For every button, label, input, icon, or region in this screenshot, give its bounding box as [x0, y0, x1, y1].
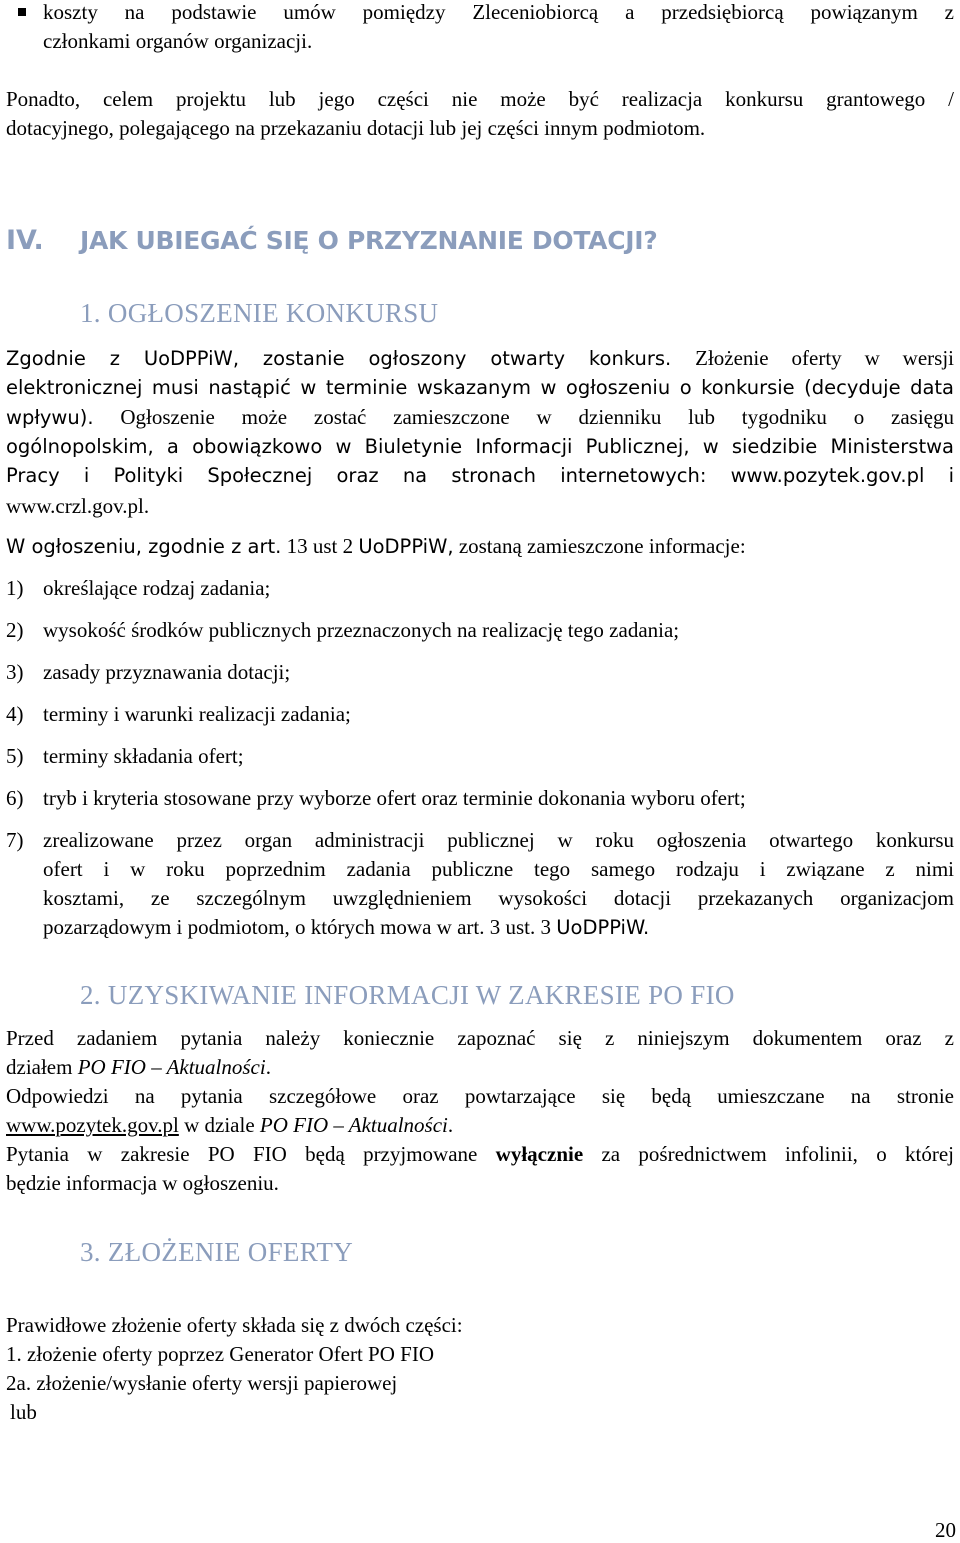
bullet-text-line1: koszty na podstawie umów pomiędzy Zleceniobiorcą a przedsiębiorcą powiązanym z — [43, 0, 954, 24]
subsection-heading-1: 1. OGŁOSZENIE KONKURSU — [80, 298, 439, 328]
s1-p2-b: 13 ust 2 — [286, 534, 354, 558]
list-item-number: 6) — [6, 786, 24, 810]
list-item-text: tryb i kryteria stosowane przy wyborze ofert oraz terminie dokonania wyboru ofert; — [43, 786, 746, 810]
bullet-text-line2: członkami organów organizacji. — [43, 29, 313, 53]
s1-p1-line5: Pracy i Polityki Społecznej oraz na stronach internetowych: www.pozytek.gov.pl i — [6, 464, 954, 487]
s1-p1-line1-a: Zgodnie z UoDPPiW, zostanie ogłoszony otwarty konkurs. — [6, 347, 672, 370]
s1-p1-line2: elektronicznej musi nastąpić w terminie wskazanym w ogłoszeniu o konkursie (decyduje data — [6, 376, 954, 399]
list-item-text: określające rodzaj zadania; — [43, 576, 271, 600]
list-item — [0, 786, 960, 816]
list-item-text-line3: kosztami, ze szczególnym uwzględnieniem wysokości dotacji przekazanych organizacjom — [43, 886, 954, 910]
subsection-heading-3: 3. ZŁOŻENIE OFERTY — [80, 1237, 353, 1267]
section-number: IV. — [6, 225, 44, 256]
list-item-text: wysokość środków publicznych przeznaczonych na realizację tego zadania; — [43, 618, 680, 642]
list-item-number: 2) — [6, 618, 24, 642]
list-item — [0, 660, 960, 690]
s1-p1-line3 — [6, 405, 954, 430]
bullet-list-item — [0, 0, 960, 60]
s1-p2 — [6, 534, 746, 559]
s2-p1-line1: Przed zadaniem pytania należy koniecznie zapoznać się z niniejszym dokumentem oraz z — [6, 1026, 954, 1050]
list-item-number: 3) — [6, 660, 24, 684]
s1-p1-line6: www.crzl.gov.pl. — [6, 494, 150, 518]
paragraph-ponadto-line1: Ponadto, celem projektu lub jego części nie może być realizacja konkursu grantowego / — [6, 87, 954, 111]
s3-or: lub — [10, 1400, 37, 1424]
s2-p3-line1 — [6, 1142, 954, 1167]
list-item-text: terminy i warunki realizacji zadania; — [43, 702, 351, 726]
section-title: JAK UBIEGAĆ SIĘ O PRZYZNANIE DOTACJI? — [80, 226, 658, 255]
s2-p2-line2-c: PO FIO – Aktualności — [259, 1113, 448, 1137]
s2-p2-line2-d: . — [447, 1113, 454, 1137]
s2-p3-line1-c: za pośrednictwem infolinii, o której — [601, 1142, 955, 1166]
s1-p1-line1 — [6, 346, 954, 371]
list-item-text: zasady przyznawania dotacji; — [43, 660, 291, 684]
s3-option-2a: 2a. złożenie/wysłanie oferty wersji papierowej — [6, 1371, 398, 1395]
list-item-text-line4 — [43, 915, 954, 940]
list-item — [0, 618, 960, 648]
list-item-text-line1: zrealizowane przez organ administracji publicznej w roku ogłoszenia otwartego konkursu — [43, 828, 954, 852]
s2-p3-line1-bold: wyłącznie — [495, 1142, 584, 1166]
list-item — [0, 576, 960, 606]
list-item-text-line4-a: pozarządowym i podmiotom, o których mowa w art. 3 ust. 3 — [43, 915, 551, 939]
subsection-heading-2: 2. UZYSKIWANIE INFORMACJI W ZAKRESIE PO FIO — [80, 980, 735, 1010]
list-item-number: 4) — [6, 702, 24, 726]
page-number: 20 — [935, 1518, 956, 1542]
s1-p2-d: zostaną zamieszczone informacje: — [458, 534, 746, 558]
s1-p1-line1-b: Złożenie oferty w wersji — [695, 346, 955, 370]
list-item — [0, 828, 960, 948]
s3-option-1: 1. złożenie oferty poprzez Generator Ofert PO FIO — [6, 1342, 434, 1366]
s1-p1-line4: ogólnopolskim, a obowiązkowo w Biuletynie Informacji Publicznej, w siedzibie Ministerstwa — [6, 435, 954, 458]
list-item-text-line2: ofert i w roku poprzednim zadania publiczne tego samego rodzaju i związane z nimi — [43, 857, 954, 881]
s3-intro: Prawidłowe złożenie oferty składa się z dwóch części: — [6, 1313, 463, 1337]
s1-p1-line3-a: wpływu). — [6, 406, 94, 429]
s2-p1-line2-b: PO FIO – Aktualności — [77, 1055, 266, 1079]
list-item — [0, 744, 960, 774]
s2-p2-line2 — [6, 1113, 453, 1138]
list-item-number: 5) — [6, 744, 24, 768]
s2-p2-line1: Odpowiedzi na pytania szczegółowe oraz powtarzające się będą umieszczane na stronie — [6, 1084, 954, 1108]
list-item-number: 7) — [6, 828, 24, 852]
s1-p1-line3-b: Ogłoszenie może zostać zamieszczone w dzienniku lub tygodniku o zasięgu — [120, 405, 955, 429]
s2-p3-line2: będzie informacja w ogłoszeniu. — [6, 1171, 279, 1195]
square-bullet-icon — [18, 8, 26, 16]
list-item — [0, 702, 960, 732]
s2-p1-line2 — [6, 1055, 271, 1080]
pozytek-link[interactable]: www.pozytek.gov.pl — [6, 1113, 179, 1137]
s2-p3-line1-a: Pytania w zakresie PO FIO będą przyjmowane — [6, 1142, 478, 1166]
s2-p2-line2-b: w dziale — [184, 1113, 255, 1137]
paragraph-ponadto-line2: dotacyjnego, polegającego na przekazaniu dotacji lub jej części innym podmiotom. — [6, 116, 706, 140]
s2-p1-line2-c: . — [265, 1055, 271, 1079]
s2-p1-line2-a: działem — [6, 1055, 73, 1079]
list-item-text-line4-b: UoDPPiW. — [556, 916, 650, 939]
list-item-number: 1) — [6, 576, 24, 600]
s1-p2-a: W ogłoszeniu, zgodnie z art. — [6, 535, 282, 558]
s1-p2-c: UoDPPiW, — [358, 535, 454, 558]
list-item-text: terminy składania ofert; — [43, 744, 244, 768]
